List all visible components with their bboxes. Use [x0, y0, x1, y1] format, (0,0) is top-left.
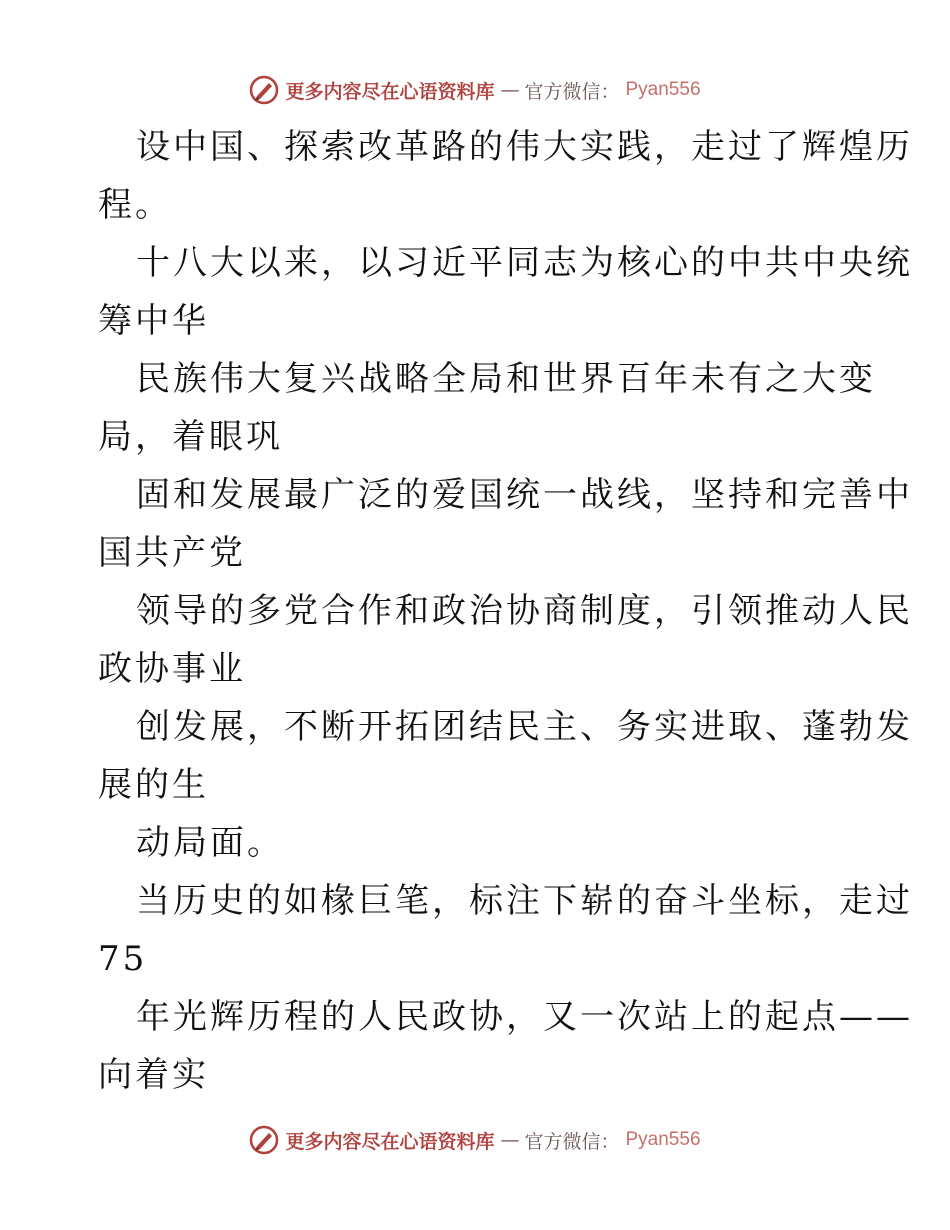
- footer-separator: —: [500, 1129, 519, 1151]
- body-line: 领导的多党合作和政治协商制度，引领推动人民: [136, 591, 913, 631]
- body-line: 75: [98, 939, 148, 979]
- header-wechat-id: Pyan556: [625, 79, 701, 100]
- body-line: 局，着眼巩: [98, 417, 283, 457]
- header-banner: [249, 75, 700, 105]
- footer-banner: [249, 1125, 700, 1155]
- header-brand-text: 更多内容尽在心语资料库: [285, 80, 495, 103]
- header-wechat-label: 官方微信：: [524, 80, 620, 103]
- pen-logo-icon: [249, 75, 279, 105]
- footer-wechat-label: 官方微信：: [524, 1130, 620, 1153]
- body-line: 年光辉历程的人民政协，又一次站上的起点——: [136, 997, 913, 1037]
- page-header: [0, 70, 950, 110]
- body-line: 向着实: [98, 1055, 209, 1095]
- footer-brand-text: 更多内容尽在心语资料库: [285, 1130, 495, 1153]
- body-line: 展的生: [98, 765, 209, 805]
- body-line: 政协事业: [98, 649, 246, 689]
- body-line: 创发展，不断开拓团结民主、务实进取、蓬勃发: [136, 707, 913, 747]
- body-line: 民族伟大复兴战略全局和世界百年未有之大变: [136, 359, 876, 399]
- document-body: [98, 118, 913, 1104]
- page-footer: [0, 1120, 950, 1160]
- body-line: 十八大以来，以习近平同志为核心的中共中央统: [136, 243, 913, 283]
- footer-wechat-id: Pyan556: [625, 1129, 701, 1150]
- body-line: 动局面。: [136, 823, 284, 863]
- header-separator: —: [500, 79, 519, 101]
- body-line: 固和发展最广泛的爱国统一战线，坚持和完善中: [136, 475, 913, 515]
- body-line: 国共产党: [98, 533, 246, 573]
- body-line: 当历史的如椽巨笔，标注下崭的奋斗坐标，走过: [136, 881, 913, 921]
- body-line: 筹中华: [98, 301, 209, 341]
- pen-logo-icon: [249, 1125, 279, 1155]
- body-line: 设中国、探索改革路的伟大实践，走过了辉煌历: [136, 127, 913, 167]
- body-line: 程。: [98, 185, 172, 225]
